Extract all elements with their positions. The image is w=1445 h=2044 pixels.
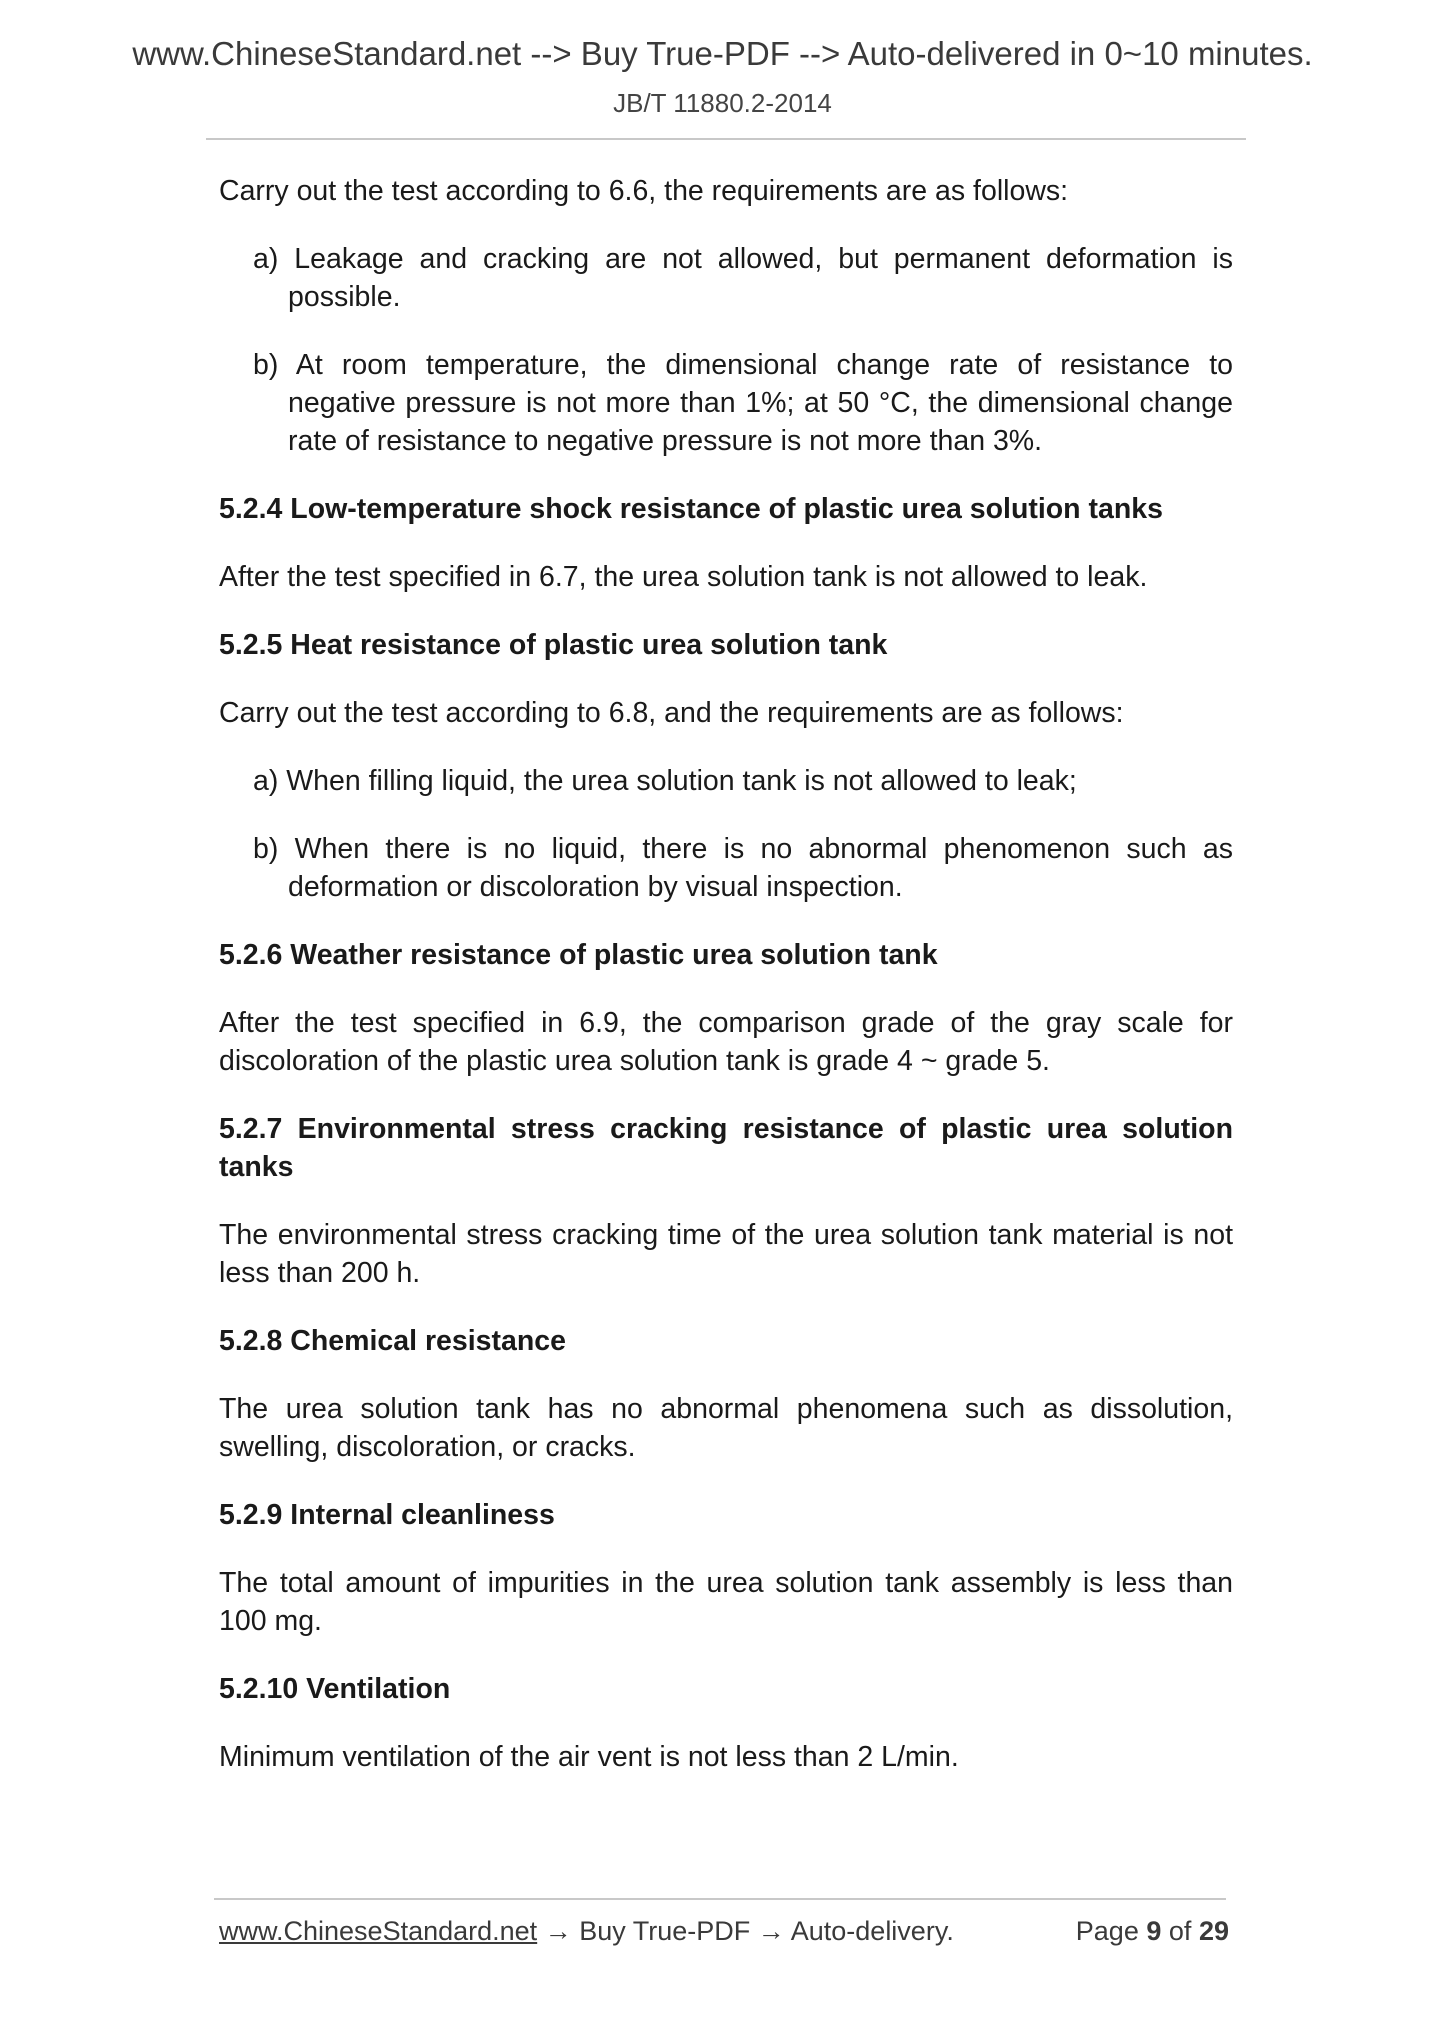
document-body [219, 172, 1233, 1806]
section-heading-5-2-7: 5.2.7 Environmental stress cracking resistance of plastic urea solution tanks [219, 1113, 1233, 1183]
section-heading-5-2-8: 5.2.8 Chemical resistance [219, 1325, 566, 1357]
section-heading-5-2-6: 5.2.6 Weather resistance of plastic urea solution tank [219, 939, 938, 971]
standard-number: JB/T 11880.2-2014 [613, 88, 832, 118]
section-text-5-2-8: The urea solution tank has no abnormal phenomena such as dissolution, swelling, discoloration, or cracks. [219, 1393, 1233, 1463]
section-5-2-5-item-a: a) When filling liquid, the urea solution tank is not allowed to leak; [253, 765, 1077, 797]
intro-text: Carry out the test according to 6.6, the requirements are as follows: [219, 175, 1069, 207]
section-text-5-2-5: Carry out the test according to 6.8, and the requirements are as follows: [219, 697, 1124, 729]
page-footer [219, 1914, 1229, 1948]
section-heading-5-2-5: 5.2.5 Heat resistance of plastic urea solution tank [219, 629, 888, 661]
footer-tagline: → Buy True-PDF → Auto-delivery. [537, 1916, 954, 1946]
section-text-5-2-4: After the test specified in 6.7, the urea solution tank is not allowed to leak. [219, 561, 1148, 593]
section-heading-5-2-4: 5.2.4 Low-temperature shock resistance of plastic urea solution tanks [219, 493, 1163, 525]
page-indicator [1076, 1914, 1229, 1948]
section-heading-5-2-9: 5.2.9 Internal cleanliness [219, 1499, 555, 1531]
section-text-5-2-7: The environmental stress cracking time of the urea solution tank material is not less than 200 h. [219, 1219, 1233, 1289]
footer-divider [214, 1898, 1226, 1900]
footer-site-link[interactable]: www.ChineseStandard.net [219, 1916, 538, 1946]
page-number: 9 [1146, 1916, 1162, 1946]
intro-item-a: a) Leakage and cracking are not allowed, but permanent deformation is possible. [253, 243, 1233, 313]
section-5-2-5-item-b: b) When there is no liquid, there is no abnormal phenomenon such as deformation or discoloration by visual inspection. [253, 833, 1233, 903]
header-divider [206, 138, 1246, 140]
section-text-5-2-9: The total amount of impurities in the urea solution tank assembly is less than 100 mg. [219, 1567, 1233, 1637]
page-word: Page [1075, 1916, 1139, 1946]
intro-item-b: b) At room temperature, the dimensional change rate of resistance to negative pressure is not more than 1%; at 50 °C, the dimensional change rate of resistance to negative pressure is not more than 3%. [253, 349, 1233, 457]
section-text-5-2-10: Minimum ventilation of the air vent is not less than 2 L/min. [219, 1741, 959, 1773]
section-text-5-2-6: After the test specified in 6.9, the comparison grade of the gray scale for discoloration of the plastic urea solution tank is grade 4 ~ grade 5. [219, 1007, 1233, 1077]
top-banner: www.ChineseStandard.net --> Buy True-PDF --> Auto-delivered in 0~10 minutes. [132, 35, 1313, 72]
of-word: of [1168, 1916, 1192, 1946]
page-total: 29 [1198, 1916, 1229, 1946]
section-heading-5-2-10: 5.2.10 Ventilation [219, 1673, 451, 1705]
